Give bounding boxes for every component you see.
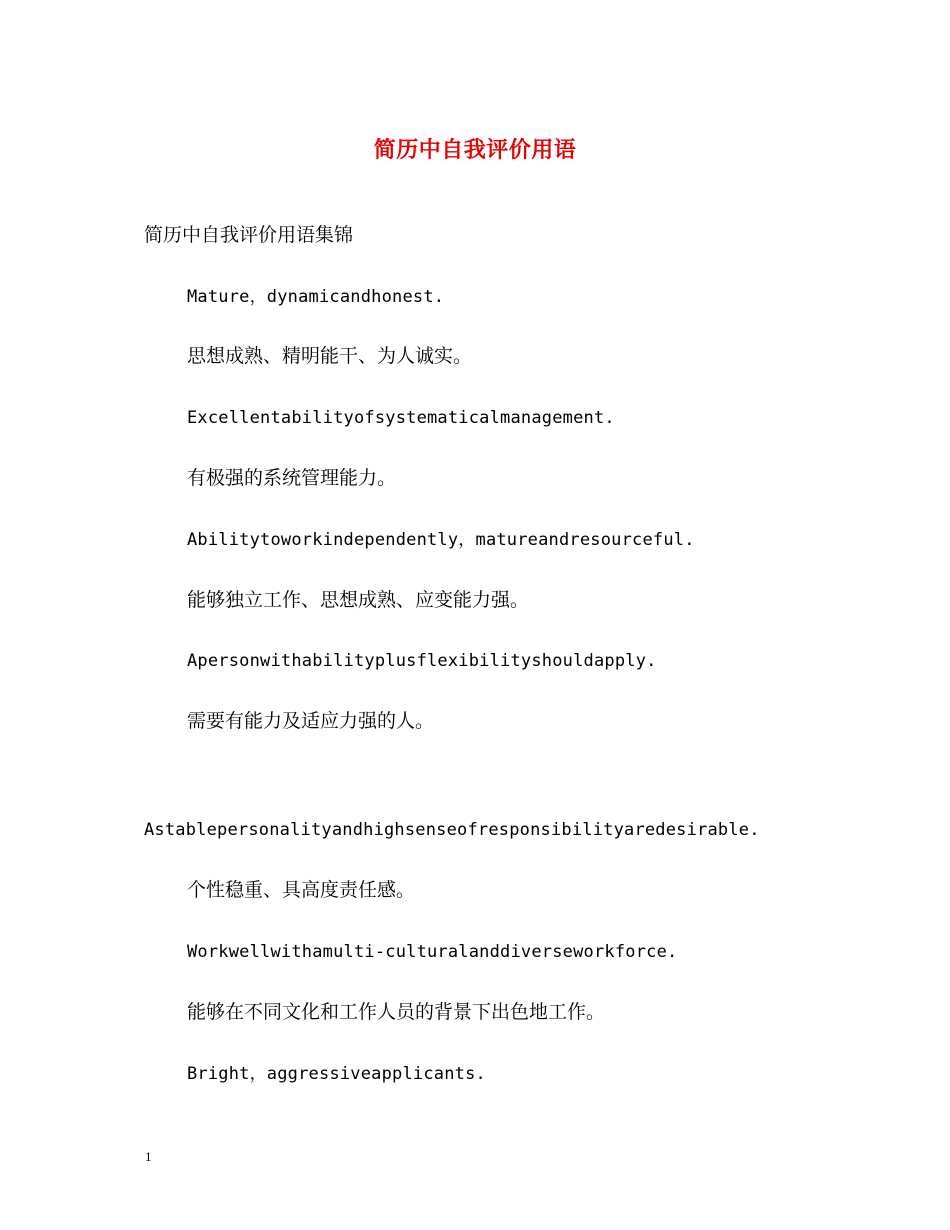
body-line-en-7: Bright，aggressiveapplicants. bbox=[187, 1064, 486, 1084]
body-line-en-6: Workwellwithamulti-culturalanddiverseworkforce. bbox=[187, 942, 678, 962]
section-heading: 简历中自我评价用语集锦 bbox=[144, 224, 354, 246]
body-line-en-5: Astablepersonalityandhighsenseofresponsibilityaredesirable. bbox=[144, 820, 760, 840]
page-number: 1 bbox=[145, 1149, 152, 1164]
body-line-zh-5: 个性稳重、具高度责任感。 bbox=[187, 879, 416, 901]
body-line-zh-4: 需要有能力及适应力强的人。 bbox=[187, 710, 435, 732]
body-line-en-2: Excellentabilityofsystematicalmanagement. bbox=[187, 408, 615, 428]
body-line-en-3: Abilitytoworkindependently，matureandresourceful. bbox=[187, 530, 695, 550]
body-line-zh-1: 思想成熟、精明能干、为人诚实。 bbox=[187, 345, 473, 367]
body-line-zh-2: 有极强的系统管理能力。 bbox=[187, 467, 397, 489]
body-line-en-1: Mature，dynamicandhonest. bbox=[187, 287, 445, 307]
document-title: 简历中自我评价用语 bbox=[373, 137, 577, 163]
body-line-en-4: Apersonwithabilityplusflexibilityshouldapply. bbox=[187, 651, 657, 671]
body-line-zh-3: 能够独立工作、思想成熟、应变能力强。 bbox=[187, 589, 530, 611]
body-line-zh-6: 能够在不同文化和工作人员的背景下出色地工作。 bbox=[187, 1001, 606, 1023]
